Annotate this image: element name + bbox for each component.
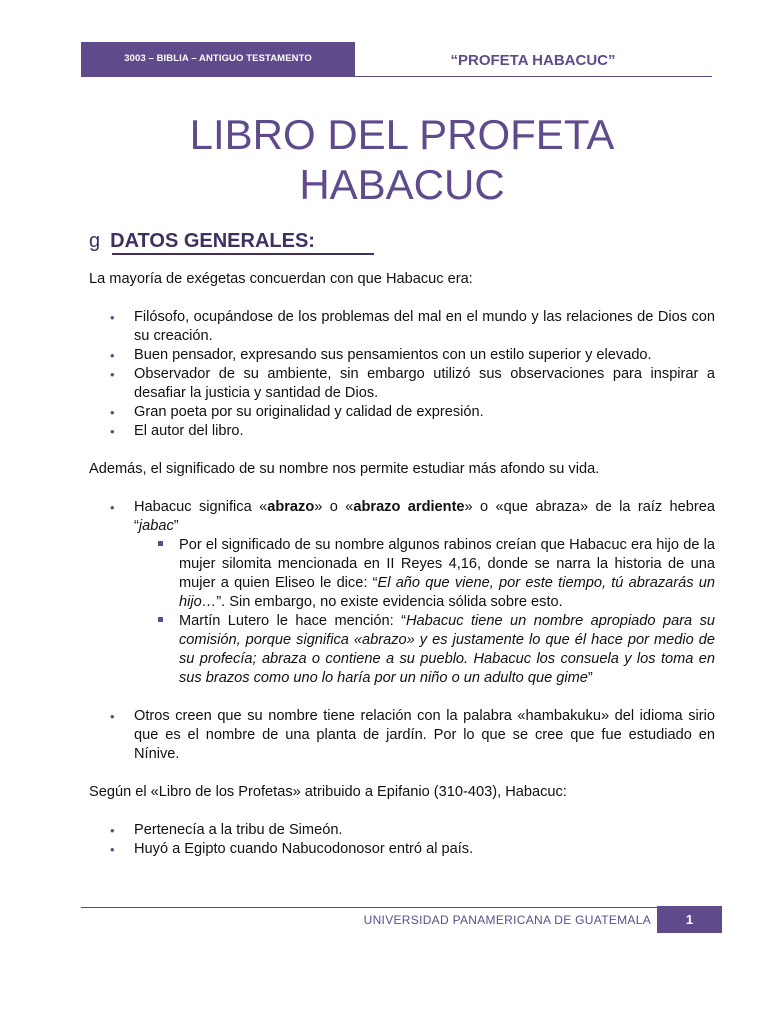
section-heading: [89, 230, 315, 253]
text-run: ”. Sin embargo, no existe evidencia sólida sobre esto.: [216, 594, 563, 610]
footer-divider: [81, 907, 657, 908]
section-underline: [112, 253, 374, 255]
list-item: • Filósofo, ocupándose de los problemas del mal en el mundo y las relaciones de Dios con su creación.: [89, 308, 715, 346]
text-run: Habacuc significa «: [134, 499, 268, 515]
bold-run: abrazo ardiente: [353, 499, 465, 515]
text-run: ”: [173, 518, 179, 534]
bold-run: abrazo: [267, 499, 315, 515]
intro-paragraph: La mayoría de exégetas concuerdan con que Habacuc era:: [89, 271, 473, 287]
header-divider: [81, 76, 712, 77]
text-run: ”: [587, 670, 593, 686]
italic-run: Habacuc tiene un nombre apropiado para su comisión, porque significa «abrazo» y es justamente lo que él hace por medio de su profecía; abraza o contiene a su pueblo. Habacuc los consuela y los toma en sus brazos como uno lo haría por un niño o un adulto que gime: [179, 613, 716, 686]
list-item: • Gran poeta por su originalidad y calidad de expresión.: [89, 403, 715, 422]
list-item: • Pertenecía a la tribu de Simeón.: [89, 821, 715, 840]
list-item: [89, 498, 715, 707]
name-meaning-sublist: [134, 536, 715, 688]
list-item: • Huyó a Egipto cuando Nabucodonosor entró al país.: [89, 840, 715, 859]
list-item: [134, 612, 715, 688]
epifanio-list: [89, 821, 715, 859]
page-title: [100, 110, 704, 210]
text-run: » o «: [314, 499, 354, 515]
document-body: [89, 270, 715, 859]
text-run: Martín Lutero le hace mención: “: [179, 613, 406, 629]
header-course-label: 3003 – BIBLIA – ANTIGUO TESTAMENTO: [124, 53, 312, 64]
list-item: [134, 536, 715, 612]
text-run: Por el significado de su nombre algunos rabinos creían que Habacuc era hijo de la mujer silomita mencionada en II Reyes 4,16, donde se narra la historia de una mujer a quien Eliseo le dice: “: [179, 537, 715, 591]
text-run: » o «que abraza» de la raíz hebrea “: [134, 499, 715, 534]
list-item: • Buen pensador, expresando sus pensamientos con un estilo superior y elevado.: [89, 346, 715, 365]
footer-university: UNIVERSIDAD PANAMERICANA DE GUATEMALA: [363, 913, 651, 927]
page-title-line2: HABACUC: [299, 161, 505, 208]
page-title-line1: LIBRO DEL PROFETA: [189, 111, 615, 158]
name-meaning-list: [89, 498, 715, 764]
traits-list: [89, 308, 715, 441]
italic-run: El año que viene, por este tiempo, tú abrazarás un hijo…: [179, 575, 715, 610]
section-bullet-icon: g: [89, 230, 101, 252]
list-item: • Otros creen que su nombre tiene relación con la palabra «hambakuku» del idioma sirio que es el nombre de una planta de jardín. Por lo que se cree que fue estudiado en Nínive.: [89, 707, 715, 764]
list-item: • Observador de su ambiente, sin embargo utilizó sus observaciones para inspirar a desafiar la justicia y santidad de Dios.: [89, 365, 715, 403]
page-number: 1: [685, 912, 694, 927]
name-intro-paragraph: Además, el significado de su nombre nos permite estudiar más afondo su vida.: [89, 461, 600, 477]
page-number-badge: [657, 906, 722, 933]
list-item: • El autor del libro.: [89, 422, 715, 441]
header-document-title: “PROFETA HABACUC”: [450, 52, 616, 69]
section-heading-text: DATOS GENERALES:: [110, 230, 315, 252]
epifanio-paragraph: Según el «Libro de los Profetas» atribuido a Epifanio (310-403), Habacuc:: [89, 784, 567, 800]
header-course-bar: [81, 42, 355, 76]
italic-run: jabac: [138, 518, 174, 534]
